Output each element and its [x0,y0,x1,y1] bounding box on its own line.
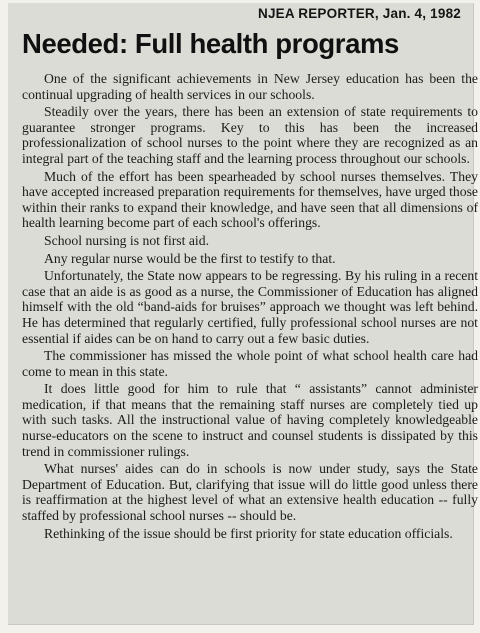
paragraph: What nurses' aides can do in schools is now under study, says the State Department of Education. But, clarifying that issue will do little good unless there is reaffirmation at the highest level of what an extensive health education -- fully staffed by professional school nurses -- should be. [22,461,478,524]
paragraph: Unfortunately, the State now appears to be regressing. By his ruling in a recent case that an aide is as good as a nurse, the Commissioner of Education has aligned himself with the old “band-aids for bruises” approach we thought was left behind. He has determined that regularly certified, fully professional school nurses are not essential if aides can be on hand to carry out a few basic duties. [22,268,478,346]
headline: Needed: Full health programs [22,28,399,59]
paragraph: Rethinking of the issue should be first priority for state education officials. [44,525,453,541]
paragraph: Much of the effort has been spearheaded by school nurses themselves. They have accepted increased preparation requirements for themselves, have urged those within their ranks to expand their knowledge, and have seen that all dimensions of health learning become part of each school's offerings. [22,168,478,231]
paragraph: School nursing is not first aid. [44,232,210,248]
article-body [22,71,478,543]
paragraph: Any regular nurse would be the first to testify to that. [44,250,336,266]
paragraph: Steadily over the years, there has been an extension of state requirements to guarantee stronger programs. Key to this has been the increased professionalization of school nurses to the point where they are recognized as an integral part of the teaching staff and the learning process throughout our schools. [22,104,478,166]
paragraph: The commissioner has missed the whole point of what school health care had come to mean in this state. [22,348,478,379]
paragraph: It does little good for him to rule that “ assistants” cannot administer medication, if that means that the remaining staff nurses are completely tied up with such tasks. All the instructional value of having completely knowledgeable nurse-educators on the scene to instruct and counsel students is dissipated by this trend in commissioner rulings. [22,381,478,459]
source-line: NJEA REPORTER, Jan. 4, 1982 [258,6,461,21]
newspaper-clipping [8,3,478,625]
paragraph: One of the significant achievements in New Jersey education has been the continual upgrading of health services in our schools. [22,71,478,102]
